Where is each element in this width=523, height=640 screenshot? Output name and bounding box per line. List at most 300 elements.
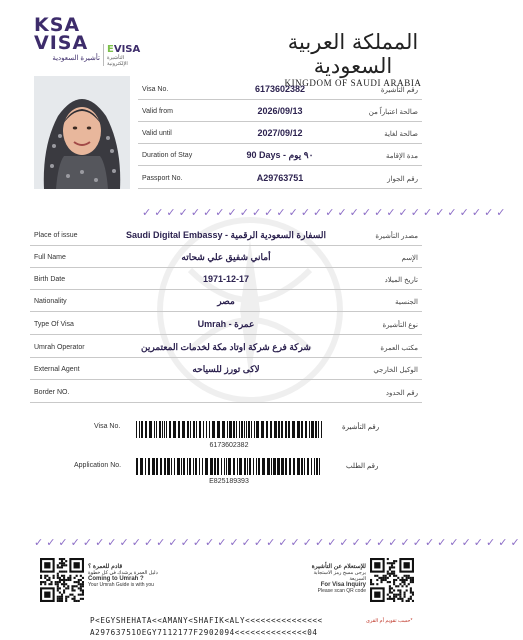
barcode-bar <box>196 421 197 438</box>
qr-module <box>389 575 391 577</box>
qr-module <box>65 564 67 566</box>
qr-module <box>57 585 59 587</box>
qr-module <box>387 577 389 579</box>
qr-module <box>57 564 59 566</box>
qr-module <box>44 583 46 585</box>
qr-module <box>406 577 408 579</box>
evisa-logo-text <box>107 44 143 55</box>
qr-module <box>399 594 401 596</box>
barcode-bar <box>293 458 295 475</box>
qr-module <box>393 581 395 583</box>
barcode-bar <box>254 421 255 438</box>
qr-module <box>57 587 59 589</box>
barcode-bar <box>297 421 300 438</box>
barcode-bar <box>203 421 204 438</box>
qr-module <box>412 579 414 581</box>
qr-module <box>57 573 59 575</box>
qr-module <box>412 581 414 583</box>
qr-module <box>391 562 393 564</box>
qr-module <box>412 600 414 602</box>
qr-module <box>393 566 395 568</box>
kingdom-english: KINGDOM OF SAUDI ARABIA <box>284 78 422 88</box>
barcode-bar <box>160 458 162 475</box>
qr-module <box>63 571 65 573</box>
qr-module <box>80 585 82 587</box>
barcode-bar <box>178 421 180 438</box>
qr-module <box>61 558 63 560</box>
qr-module <box>408 575 410 577</box>
field-label-ar: مكتب العمرة <box>380 345 418 352</box>
qr-module <box>57 577 59 579</box>
qr-module <box>40 583 42 585</box>
qr-module <box>63 589 65 591</box>
field-label-ar: مدة الإقامة <box>386 153 418 160</box>
barcode-bar <box>149 421 152 438</box>
field-label: Passport No. <box>142 175 183 182</box>
barcode-bar <box>162 421 163 438</box>
barcode-bar <box>266 421 268 438</box>
qr-module <box>385 577 387 579</box>
visa-inquiry-title-ar: للإستعلام عن التأشيرة <box>311 564 366 570</box>
qr-module <box>80 583 82 585</box>
qr-module <box>78 579 80 581</box>
qr-module <box>404 592 406 594</box>
barcode-bar <box>187 421 189 438</box>
qr-finder <box>74 562 80 568</box>
qr-module <box>59 562 61 564</box>
qr-module <box>57 583 59 585</box>
qr-module <box>42 581 44 583</box>
barcode-bar <box>246 421 247 438</box>
qr-module <box>40 581 42 583</box>
qr-module <box>380 577 382 579</box>
qr-module <box>387 594 389 596</box>
barcode-bar <box>239 458 242 475</box>
qr-module <box>380 579 382 581</box>
evisa-arabic: التأشيرة الإلكترونية <box>107 55 128 67</box>
qr-module <box>48 583 50 585</box>
barcode-bar <box>199 421 201 438</box>
qr-module <box>406 585 408 587</box>
barcode-app-label-ar: رقم الطلب <box>346 463 379 470</box>
qr-module <box>393 583 395 585</box>
barcode-bar <box>164 421 165 438</box>
qr-module <box>76 575 78 577</box>
qr-module <box>74 596 76 598</box>
qr-module <box>408 598 410 600</box>
qr-module <box>76 581 78 583</box>
field-label: Valid from <box>142 108 173 115</box>
qr-module <box>44 575 46 577</box>
qr-module <box>63 564 65 566</box>
qr-module <box>48 577 50 579</box>
barcode-bar <box>174 458 175 475</box>
application-barcode <box>136 458 322 475</box>
barcode-bar <box>256 421 259 438</box>
qr-module <box>393 600 395 602</box>
field-value: A29763751 <box>256 173 304 183</box>
field-valid-until <box>138 122 422 144</box>
field-label-ar: مصدر التأشيرة <box>375 233 418 240</box>
qr-module <box>63 592 65 594</box>
field-label-ar: رقم التأشيرة <box>380 87 418 94</box>
field-label: Border NO. <box>34 389 70 396</box>
barcode-bar <box>288 421 290 438</box>
field-label-ar: الوكيل الخارجي <box>373 367 418 374</box>
barcode-bar <box>136 458 138 475</box>
qr-module <box>387 558 389 560</box>
qr-module <box>46 575 48 577</box>
barcode-bar <box>239 421 240 438</box>
qr-module <box>393 589 395 591</box>
barcode-bar <box>278 421 280 438</box>
barcode-bar <box>237 458 238 475</box>
field-value: 2027/09/12 <box>257 128 303 138</box>
qr-module <box>395 560 397 562</box>
barcode-bar <box>315 421 317 438</box>
qr-finder <box>44 592 50 598</box>
field-external-agent <box>30 358 422 380</box>
qr-module <box>61 564 63 566</box>
qr-module <box>389 562 391 564</box>
qr-module <box>410 581 412 583</box>
field-label-ar: نوع التأشيرة <box>382 322 418 329</box>
barcode-bar <box>244 421 245 438</box>
qr-module <box>399 583 401 585</box>
qr-module <box>401 581 403 583</box>
field-border-no <box>30 381 422 403</box>
qr-module <box>71 598 73 600</box>
field-label-ar: الإسم <box>401 255 418 262</box>
barcode-bar <box>318 421 319 438</box>
barcode-bar <box>210 458 213 475</box>
kingdom-arabic: المملكة العربية السعودية <box>287 30 419 78</box>
barcode-bar <box>145 421 147 438</box>
qr-module <box>71 589 73 591</box>
qr-module <box>48 579 50 581</box>
barcode-bar <box>311 421 314 438</box>
qr-module <box>67 577 69 579</box>
qr-module <box>401 585 403 587</box>
qr-module <box>61 571 63 573</box>
qr-module <box>65 571 67 573</box>
qr-module <box>389 566 391 568</box>
visa-inquiry-sub-ar: يرجى مسح رمز الاستجابة السريعة <box>313 570 366 582</box>
umrah-guide-sub-en: Your Umrah Guide is with you <box>88 582 154 588</box>
qr-module <box>57 575 59 577</box>
field-label: Umrah Operator <box>34 344 85 351</box>
qr-module <box>408 577 410 579</box>
qr-module <box>412 577 414 579</box>
qr-module <box>391 571 393 573</box>
qr-module <box>395 596 397 598</box>
qr-module <box>74 598 76 600</box>
umrah-guide-title-ar: قادم للعمرة ؟ <box>88 564 123 570</box>
qr-module <box>404 594 406 596</box>
barcode-bar <box>321 421 322 438</box>
barcode-bar <box>301 458 303 475</box>
qr-module <box>397 594 399 596</box>
barcode-bar <box>173 421 176 438</box>
field-value: 2026/09/13 <box>257 106 303 116</box>
barcode-bar <box>285 458 287 475</box>
qr-module <box>385 579 387 581</box>
barcode-bar <box>258 458 260 475</box>
qr-module <box>399 598 401 600</box>
qr-module <box>393 596 395 598</box>
qr-module <box>376 579 378 581</box>
qr-module <box>393 573 395 575</box>
qr-module <box>74 585 76 587</box>
barcode-bar <box>249 458 251 475</box>
qr-module <box>401 577 403 579</box>
barcode-bar <box>233 458 235 475</box>
check-pattern-top: ✓✓✓✓✓✓✓✓✓✓✓✓✓✓✓✓✓✓✓✓✓✓✓✓✓✓✓✓✓✓ <box>142 207 509 219</box>
barcode-bar <box>301 421 303 438</box>
field-label-ar: صالحة لغاية <box>384 131 418 138</box>
barcode-bar <box>145 458 146 475</box>
qr-module <box>59 596 61 598</box>
qr-module <box>65 583 67 585</box>
qr-finder <box>404 562 410 568</box>
barcode-bar <box>189 458 191 475</box>
barcode-bar <box>262 458 265 475</box>
field-duration <box>138 144 422 166</box>
qr-module <box>59 566 61 568</box>
qr-module <box>57 589 59 591</box>
qr-module <box>78 600 80 602</box>
barcode-bar <box>228 458 231 475</box>
qr-module <box>389 568 391 570</box>
qr-module <box>389 573 391 575</box>
qr-module <box>389 598 391 600</box>
qr-module <box>63 579 65 581</box>
barcode-bar <box>212 421 215 438</box>
visa-inquiry-sub-en: Please scan QR code <box>317 588 366 594</box>
field-birth-date <box>30 268 422 290</box>
barcode-bar <box>187 458 188 475</box>
qr-module <box>57 598 59 600</box>
barcode-bar <box>277 458 280 475</box>
barcode-bar <box>217 458 219 475</box>
barcode-bar <box>140 458 143 475</box>
qr-module <box>82 594 84 596</box>
umrah-guide-qr-code[interactable] <box>40 558 84 602</box>
qr-module <box>69 594 71 596</box>
barcode-bar <box>183 458 185 475</box>
qr-module <box>393 562 395 564</box>
field-umrah-operator <box>30 336 422 358</box>
barcode-bar <box>202 458 203 475</box>
qr-module <box>63 575 65 577</box>
barcode-bar <box>305 421 307 438</box>
qr-module <box>67 579 69 581</box>
qr-module <box>80 598 82 600</box>
qr-module <box>408 600 410 602</box>
field-value: Umrah - عمرة <box>197 319 255 329</box>
qr-module <box>82 585 84 587</box>
field-label: Type Of Visa <box>34 321 74 328</box>
qr-module <box>391 566 393 568</box>
qr-module <box>389 581 391 583</box>
qr-module <box>78 594 80 596</box>
qr-module <box>378 577 380 579</box>
qr-module <box>401 598 403 600</box>
calendar-footnote: *حسب تقويم أم القرى <box>366 618 413 624</box>
field-label: Full Name <box>34 254 66 261</box>
qr-module <box>63 577 65 579</box>
qr-module <box>61 594 63 596</box>
qr-module <box>55 581 57 583</box>
qr-module <box>389 589 391 591</box>
qr-module <box>65 560 67 562</box>
qr-module <box>395 585 397 587</box>
qr-module <box>57 596 59 598</box>
barcode-bar <box>169 421 171 438</box>
qr-module <box>74 577 76 579</box>
qr-module <box>391 564 393 566</box>
barcode-bar <box>193 458 194 475</box>
barcode-bar <box>309 421 310 438</box>
qr-module <box>71 594 73 596</box>
qr-module <box>74 581 76 583</box>
qr-module <box>383 575 385 577</box>
barcode-bar <box>261 421 264 438</box>
visa-inquiry-title-en: For Visa Inquiry <box>320 582 366 588</box>
barcode-bar <box>311 458 312 475</box>
barcode-bar <box>159 421 161 438</box>
barcode-bar <box>270 421 272 438</box>
qr-module <box>63 562 65 564</box>
qr-module <box>69 575 71 577</box>
qr-module <box>395 579 397 581</box>
barcode-app-number: E825189393 <box>209 478 249 485</box>
qr-module <box>67 596 69 598</box>
barcode-bar <box>136 421 137 438</box>
qr-module <box>387 571 389 573</box>
qr-module <box>410 589 412 591</box>
barcode-bar <box>267 458 270 475</box>
barcode-bar <box>181 458 182 475</box>
qr-module <box>59 579 61 581</box>
qr-module <box>61 566 63 568</box>
barcode-bar <box>166 421 167 438</box>
qr-module <box>389 587 391 589</box>
qr-module <box>383 579 385 581</box>
field-value: مصر <box>217 296 235 306</box>
qr-module <box>82 592 84 594</box>
qr-module <box>44 577 46 579</box>
qr-module <box>387 598 389 600</box>
field-label: Valid until <box>142 130 172 137</box>
barcode-bar <box>152 458 155 475</box>
qr-module <box>399 589 401 591</box>
barcode-bar <box>273 458 276 475</box>
field-value: 1971-12-17 <box>202 274 250 284</box>
qr-module <box>67 585 69 587</box>
qr-module <box>410 598 412 600</box>
barcode-bar <box>229 421 232 438</box>
barcode-bar <box>141 421 143 438</box>
barcode-bar <box>164 458 166 475</box>
barcode-bar <box>247 458 248 475</box>
field-value: أماني شفيق علي شحاته <box>181 252 271 262</box>
barcode-bar <box>281 458 284 475</box>
barcode-bar <box>156 458 158 475</box>
barcode-visa-label-ar: رقم التأشيرة <box>342 424 380 431</box>
visa-inquiry-qr-code[interactable] <box>370 558 414 602</box>
field-label-ar: الجنسية <box>395 299 418 306</box>
qr-module <box>82 598 84 600</box>
field-label: Birth Date <box>34 276 66 283</box>
qr-module <box>404 596 406 598</box>
field-label: Visa No. <box>142 86 169 93</box>
qr-module <box>53 575 55 577</box>
barcode-bar <box>182 421 185 438</box>
qr-module <box>391 592 393 594</box>
barcode-bar <box>193 421 195 438</box>
qr-module <box>78 583 80 585</box>
barcode-bar <box>190 421 191 438</box>
barcode-bar <box>217 421 220 438</box>
umrah-guide-title-en: Coming to Umrah ? <box>88 576 144 582</box>
qr-module <box>393 571 395 573</box>
qr-module <box>44 581 46 583</box>
visa-barcode <box>136 421 322 438</box>
qr-module <box>376 575 378 577</box>
field-visa-no <box>138 78 422 100</box>
qr-module <box>404 581 406 583</box>
barcode-bar <box>233 421 235 438</box>
barcode-bar <box>177 458 180 475</box>
qr-module <box>59 592 61 594</box>
barcode-bar <box>236 421 237 438</box>
qr-module <box>389 585 391 587</box>
qr-module <box>397 585 399 587</box>
qr-module <box>80 579 82 581</box>
qr-module <box>406 589 408 591</box>
qr-module <box>59 577 61 579</box>
barcode-bar <box>289 458 291 475</box>
qr-finder <box>374 562 380 568</box>
qr-module <box>412 592 414 594</box>
barcode-bar <box>148 458 150 475</box>
field-label-ar: رقم الجواز <box>387 176 418 183</box>
qr-module <box>80 589 82 591</box>
barcode-bar <box>304 458 305 475</box>
qr-module <box>391 573 393 575</box>
barcode-app-label: Application No. <box>74 462 122 469</box>
qr-module <box>412 594 414 596</box>
qr-module <box>82 581 84 583</box>
qr-module <box>74 600 76 602</box>
qr-module <box>61 560 63 562</box>
evisa-word: VISA <box>113 44 141 55</box>
qr-module <box>67 587 69 589</box>
qr-module <box>50 581 52 583</box>
qr-module <box>393 594 395 596</box>
qr-module <box>393 598 395 600</box>
qr-module <box>393 575 395 577</box>
barcode-bar <box>319 458 320 475</box>
qr-module <box>40 575 42 577</box>
qr-module <box>55 583 57 585</box>
qr-module <box>65 579 67 581</box>
qr-module <box>404 579 406 581</box>
barcode-bar <box>292 421 295 438</box>
qr-module <box>40 577 42 579</box>
field-label-ar: رقم الحدود <box>385 390 418 397</box>
